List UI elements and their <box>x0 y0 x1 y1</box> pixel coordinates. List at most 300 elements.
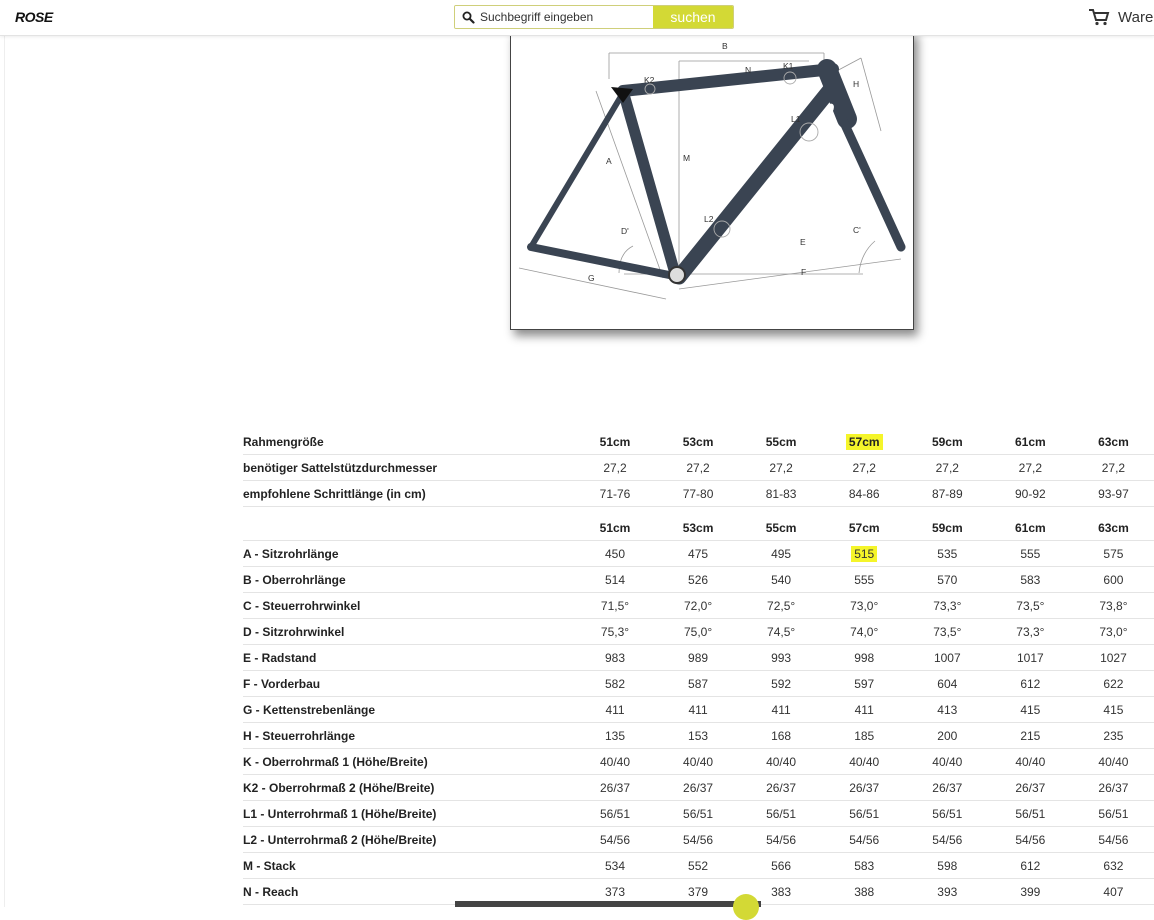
table-cell <box>906 541 989 567</box>
table-row <box>243 567 1154 593</box>
table-cell <box>657 515 740 541</box>
table-cell <box>657 645 740 671</box>
table-cell <box>740 619 823 645</box>
row-label: L1 - Unterrohrmaß 1 (Höhe/Breite) <box>243 801 573 827</box>
cell-value: 27,2 <box>769 460 793 475</box>
table-cell <box>657 429 740 455</box>
table-cell <box>573 671 656 697</box>
table-cell <box>657 671 740 697</box>
scroll-top-button[interactable] <box>733 894 759 920</box>
cell-value: 989 <box>688 650 709 665</box>
cell-value: 185 <box>854 728 875 743</box>
cell-value: 622 <box>1103 676 1124 691</box>
table-cell <box>657 749 740 775</box>
cell-value: 73,5° <box>1016 598 1045 613</box>
row-label: H - Steuerrohrlänge <box>243 723 573 749</box>
cell-value: 53cm <box>682 520 714 535</box>
table-cell <box>1072 541 1154 567</box>
svg-text:E: E <box>800 237 806 247</box>
table-cell <box>906 749 989 775</box>
cell-value: 56/51 <box>766 806 797 821</box>
row-label: F - Vorderbau <box>243 671 573 697</box>
table-cell <box>1072 879 1154 905</box>
table-cell <box>573 749 656 775</box>
cell-value: 72,0° <box>683 598 713 613</box>
cart-link[interactable] <box>1088 8 1153 26</box>
cell-value: 407 <box>1103 884 1124 899</box>
cell-value: 1017 <box>1017 650 1044 665</box>
table-cell <box>823 515 906 541</box>
cell-value: 74,5° <box>767 624 796 639</box>
cell-value: 61cm <box>1015 434 1046 449</box>
cell-value: 27,2 <box>1101 460 1126 475</box>
cell-value: 566 <box>771 858 792 873</box>
table-cell <box>823 429 906 455</box>
svg-text:D': D' <box>621 226 629 236</box>
table-cell <box>740 723 823 749</box>
cell-value: 583 <box>854 858 875 873</box>
table-cell <box>573 567 656 593</box>
search-input[interactable] <box>455 6 653 28</box>
svg-text:F: F <box>801 267 807 277</box>
site-header <box>0 0 1154 36</box>
table-cell <box>740 429 823 455</box>
cell-value: 26/37 <box>849 780 880 795</box>
cell-value: 552 <box>688 858 709 873</box>
table-cell <box>573 481 656 507</box>
table-cell <box>906 775 989 801</box>
cell-value: 27,2 <box>935 460 959 475</box>
svg-text:N: N <box>745 65 752 75</box>
table-cell <box>1072 645 1154 671</box>
cell-value: 415 <box>1020 702 1041 717</box>
cell-value: 73,3° <box>1016 624 1045 639</box>
cell-value: 393 <box>937 884 958 899</box>
cell-value: 40/40 <box>599 754 631 769</box>
table-cell <box>740 853 823 879</box>
cell-value: 135 <box>604 728 626 743</box>
cell-value: 582 <box>604 676 626 691</box>
row-label: L2 - Unterrohrmaß 2 (Höhe/Breite) <box>243 827 573 853</box>
geometry-table <box>243 429 1154 905</box>
table-cell <box>573 541 656 567</box>
cell-value: 575 <box>1103 546 1124 561</box>
svg-text:C': C' <box>853 225 861 235</box>
table-cell <box>740 749 823 775</box>
svg-text:L1: L1 <box>791 114 801 124</box>
cell-value: 53cm <box>682 434 714 449</box>
table-cell <box>1072 749 1154 775</box>
search-button[interactable]: suchen <box>653 6 733 28</box>
cell-value: 388 <box>854 884 875 899</box>
cell-value: 56/51 <box>932 806 963 821</box>
table-cell <box>823 853 906 879</box>
table-cell <box>1072 567 1154 593</box>
table-cell <box>906 429 989 455</box>
table-cell <box>657 853 740 879</box>
table-cell <box>906 723 989 749</box>
table-cell <box>1072 455 1154 481</box>
cell-value: 153 <box>688 728 709 743</box>
svg-text:L2: L2 <box>704 214 714 224</box>
table-cell <box>989 801 1072 827</box>
svg-text:K1: K1 <box>783 61 794 71</box>
table-cell <box>657 593 740 619</box>
row-label: N - Reach <box>243 879 573 905</box>
table-row <box>243 827 1154 853</box>
cell-value: 26/37 <box>766 780 797 795</box>
cell-value: 71,5° <box>600 598 630 613</box>
cell-value: 55cm <box>765 434 797 449</box>
cell-value: 40/40 <box>683 754 714 769</box>
table-cell <box>823 827 906 853</box>
cell-value: 411 <box>688 702 708 717</box>
svg-text:M: M <box>683 153 691 163</box>
table-cell <box>657 541 740 567</box>
cell-value: 415 <box>1103 702 1124 717</box>
cell-value: 40/40 <box>932 754 963 769</box>
cell-value: 983 <box>604 650 626 665</box>
table-cell <box>906 515 989 541</box>
table-cell <box>823 723 906 749</box>
table-cell <box>989 645 1072 671</box>
table-cell <box>1072 619 1154 645</box>
svg-text:G: G <box>588 273 595 283</box>
table-cell <box>1072 429 1154 455</box>
cell-value: 71-76 <box>599 486 631 501</box>
cell-value: 54/56 <box>1098 832 1129 847</box>
table-cell <box>740 515 823 541</box>
cell-value: 535 <box>937 546 958 561</box>
cell-value: 54/56 <box>1015 832 1046 847</box>
table-cell <box>740 593 823 619</box>
table-cell <box>657 697 740 723</box>
cell-value: 26/37 <box>1015 780 1046 795</box>
cell-value: 75,0° <box>683 624 713 639</box>
table-cell <box>1072 515 1154 541</box>
table-spacer <box>243 507 1154 516</box>
cell-value: 383 <box>771 884 792 899</box>
table-cell <box>740 645 823 671</box>
table-cell <box>823 697 906 723</box>
table-cell <box>657 455 740 481</box>
svg-text:H: H <box>853 79 860 89</box>
table-cell <box>657 481 740 507</box>
size-header-row <box>243 515 1154 541</box>
table-cell <box>823 619 906 645</box>
bottom-toolbar[interactable] <box>455 901 761 907</box>
cell-value: 40/40 <box>766 754 797 769</box>
cell-value: 40/40 <box>849 754 880 769</box>
cell-value: 63cm <box>1098 520 1129 535</box>
cell-value: 73,5° <box>933 624 962 639</box>
cell-value: 598 <box>937 858 958 873</box>
table-cell <box>823 801 906 827</box>
cell-value: 450 <box>604 546 626 561</box>
bike-frame-diagram <box>511 31 911 327</box>
cell-value: 411 <box>771 702 791 717</box>
table-cell <box>823 593 906 619</box>
cell-value: 75,3° <box>600 624 630 639</box>
cell-value: 555 <box>854 572 875 587</box>
bike-frame <box>531 69 901 283</box>
table-cell <box>989 619 1072 645</box>
table-cell <box>740 775 823 801</box>
cell-value: 26/37 <box>599 780 631 795</box>
cell-value: 26/37 <box>932 780 963 795</box>
table-cell <box>906 801 989 827</box>
table-row <box>243 775 1154 801</box>
table-cell <box>989 775 1072 801</box>
table-cell <box>573 455 656 481</box>
cell-value: 54/56 <box>683 832 714 847</box>
table-row <box>243 723 1154 749</box>
cell-value: 74,0° <box>850 624 879 639</box>
table-cell <box>989 827 1072 853</box>
cell-value: 87-89 <box>931 486 963 501</box>
cell-value: 40/40 <box>1015 754 1046 769</box>
table-cell <box>1072 723 1154 749</box>
table-cell <box>989 697 1072 723</box>
table-cell <box>1072 853 1154 879</box>
svg-text:B: B <box>722 41 728 51</box>
cell-value: 59cm <box>931 434 963 449</box>
cell-value: 51cm <box>599 520 631 535</box>
cell-value: 84-86 <box>848 486 880 501</box>
table-cell <box>989 853 1072 879</box>
row-label: B - Oberrohrlänge <box>243 567 573 593</box>
cell-value: 73,8° <box>1099 598 1128 613</box>
cell-value: 57cm <box>848 520 880 535</box>
table-cell <box>989 723 1072 749</box>
row-label: G - Kettenstrebenlänge <box>243 697 573 723</box>
table-cell <box>740 541 823 567</box>
row-label: A - Sitzrohrlänge <box>243 541 573 567</box>
cell-value: 1007 <box>933 650 961 665</box>
table-cell <box>657 801 740 827</box>
table-cell <box>823 481 906 507</box>
table-row <box>243 481 1154 507</box>
cell-value: 54/56 <box>766 832 797 847</box>
cell-value: 411 <box>605 702 625 717</box>
row-label: C - Steuerrohrwinkel <box>243 593 573 619</box>
table-cell <box>989 515 1072 541</box>
table-cell <box>657 827 740 853</box>
cell-value: 540 <box>771 572 792 587</box>
cell-value: 515 <box>851 546 877 562</box>
table-cell <box>906 853 989 879</box>
table-cell <box>906 593 989 619</box>
table-cell <box>573 723 656 749</box>
table-cell <box>989 481 1072 507</box>
row-label: M - Stack <box>243 853 573 879</box>
cell-value: 570 <box>937 572 958 587</box>
cell-value: 27,2 <box>1018 460 1043 475</box>
cell-value: 63cm <box>1098 434 1129 449</box>
table-cell <box>740 455 823 481</box>
cell-value: 73,0° <box>850 598 879 613</box>
cell-value: 56/51 <box>683 806 714 821</box>
cell-value: 373 <box>604 884 626 899</box>
table-cell <box>906 567 989 593</box>
size-header-row <box>243 429 1154 455</box>
table-cell <box>573 645 656 671</box>
row-label: K - Oberrohrmaß 1 (Höhe/Breite) <box>243 749 573 775</box>
rose-logo[interactable]: ROSE <box>15 9 53 25</box>
cell-value: 93-97 <box>1098 486 1129 501</box>
cell-value: 26/37 <box>683 780 714 795</box>
table-cell <box>823 775 906 801</box>
table-cell <box>1072 697 1154 723</box>
cell-value: 61cm <box>1015 520 1046 535</box>
cell-value: 56/51 <box>849 806 880 821</box>
cell-value: 73,3° <box>933 598 962 613</box>
cell-value: 534 <box>604 858 626 873</box>
cell-value: 57cm <box>846 434 883 450</box>
table-cell <box>657 567 740 593</box>
table-cell <box>657 723 740 749</box>
table-row <box>243 593 1154 619</box>
table-cell <box>1072 671 1154 697</box>
table-cell <box>740 801 823 827</box>
cell-value: 90-92 <box>1015 486 1046 501</box>
table-cell <box>1072 481 1154 507</box>
table-cell <box>906 645 989 671</box>
table-cell <box>823 645 906 671</box>
table-row <box>243 801 1154 827</box>
cell-value: 27,2 <box>852 460 876 475</box>
table-cell <box>573 515 656 541</box>
table-cell <box>573 593 656 619</box>
table-cell <box>906 827 989 853</box>
table-cell <box>573 429 656 455</box>
table-cell <box>823 879 906 905</box>
frame-geometry-image <box>510 30 914 330</box>
table-cell <box>823 749 906 775</box>
search-bar <box>454 5 734 29</box>
table-cell <box>823 671 906 697</box>
table-cell <box>823 455 906 481</box>
cell-value: 26/37 <box>1098 780 1129 795</box>
cell-value: 993 <box>771 650 792 665</box>
cell-value: 555 <box>1020 546 1041 561</box>
table-cell <box>906 455 989 481</box>
table-cell <box>740 481 823 507</box>
cell-value: 168 <box>771 728 792 743</box>
table-cell <box>989 749 1072 775</box>
cell-value: 526 <box>688 572 709 587</box>
cell-value: 587 <box>688 676 709 691</box>
table-cell <box>1072 827 1154 853</box>
svg-text:A: A <box>606 156 612 166</box>
table-cell <box>740 827 823 853</box>
table-cell <box>906 697 989 723</box>
cell-value: 632 <box>1103 858 1124 873</box>
table-row <box>243 645 1154 671</box>
table-cell <box>657 775 740 801</box>
cell-value: 40/40 <box>1098 754 1129 769</box>
table-cell <box>573 775 656 801</box>
table-cell <box>989 429 1072 455</box>
table-cell <box>989 671 1072 697</box>
cell-value: 73,0° <box>1099 624 1128 639</box>
cell-value: 1027 <box>1100 650 1127 665</box>
cell-value: 604 <box>937 676 958 691</box>
table-cell <box>573 853 656 879</box>
table-cell <box>1072 593 1154 619</box>
cell-value: 612 <box>1020 676 1041 691</box>
page-left-border <box>4 36 5 907</box>
cell-value: 56/51 <box>599 806 631 821</box>
cart-label: Ware <box>1118 8 1154 26</box>
row-label: benötiger Sattelstützdurchmesser <box>243 455 573 481</box>
cell-value: 77-80 <box>682 486 714 501</box>
cell-value: 612 <box>1020 858 1041 873</box>
table-cell <box>906 619 989 645</box>
table-row <box>243 619 1154 645</box>
table-cell <box>573 827 656 853</box>
cell-value: 54/56 <box>849 832 880 847</box>
table-cell <box>657 619 740 645</box>
row-label: Rahmengröße <box>243 429 573 455</box>
table-cell <box>1072 801 1154 827</box>
cell-value: 54/56 <box>932 832 963 847</box>
search-icon <box>462 11 475 24</box>
cell-value: 59cm <box>931 520 963 535</box>
row-label: E - Radstand <box>243 645 573 671</box>
cell-value: 514 <box>604 572 626 587</box>
table-row <box>243 749 1154 775</box>
table-row <box>243 853 1154 879</box>
cell-value: 475 <box>688 546 709 561</box>
table-row <box>243 455 1154 481</box>
cell-value: 379 <box>688 884 709 899</box>
cell-value: 592 <box>771 676 792 691</box>
cell-value: 56/51 <box>1098 806 1129 821</box>
cell-value: 81-83 <box>765 486 797 501</box>
row-label <box>243 515 573 541</box>
table-cell <box>573 619 656 645</box>
cell-value: 495 <box>771 546 792 561</box>
cell-value: 27,2 <box>603 460 627 475</box>
row-label: K2 - Oberrohrmaß 2 (Höhe/Breite) <box>243 775 573 801</box>
cell-value: 72,5° <box>767 598 796 613</box>
cell-value: 215 <box>1020 728 1041 743</box>
cell-value: 55cm <box>765 520 797 535</box>
table-cell <box>823 567 906 593</box>
cell-value: 51cm <box>599 434 631 449</box>
row-label: empfohlene Schrittlänge (in cm) <box>243 481 573 507</box>
cell-value: 27,2 <box>686 460 710 475</box>
cell-value: 54/56 <box>599 832 631 847</box>
cell-value: 56/51 <box>1015 806 1046 821</box>
table-cell <box>573 801 656 827</box>
svg-text:K2: K2 <box>644 75 655 85</box>
table-cell <box>740 567 823 593</box>
table-cell <box>989 593 1072 619</box>
cell-value: 597 <box>854 676 875 691</box>
cell-value: 235 <box>1103 728 1124 743</box>
table-cell <box>740 697 823 723</box>
table-cell <box>573 697 656 723</box>
cell-value: 583 <box>1020 572 1041 587</box>
table-cell <box>906 671 989 697</box>
cell-value: 600 <box>1103 572 1124 587</box>
table-cell <box>740 671 823 697</box>
cell-value: 200 <box>937 728 958 743</box>
table-cell <box>1072 775 1154 801</box>
table-row <box>243 541 1154 567</box>
